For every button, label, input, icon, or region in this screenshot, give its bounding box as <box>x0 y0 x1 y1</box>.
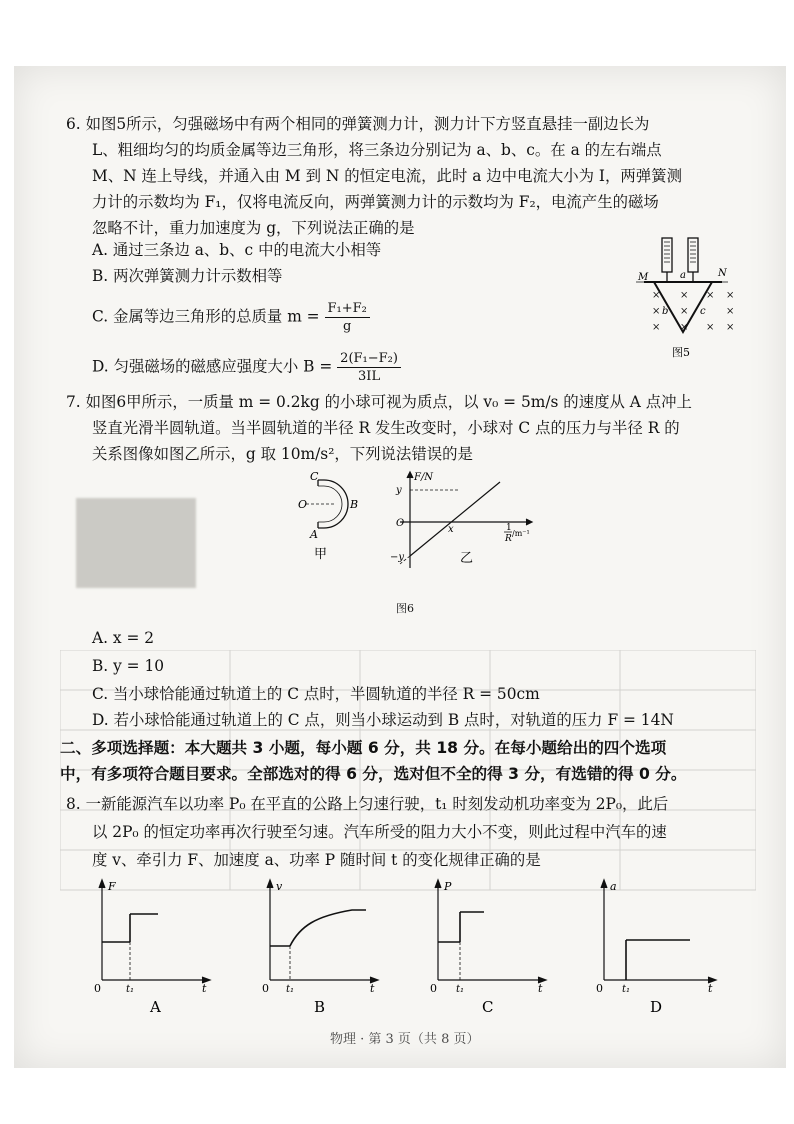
q6-line-3: M、N 连上导线，并通入由 M 到 N 的恒定电流，此时 a 边中电流大小为 I，两弹簧测 <box>92 167 682 185</box>
graph-a <box>88 876 214 1016</box>
q7-line-1: 7. 如图6甲所示，一质量 m = 0.2kg 的小球可视为质点，以 v₀ = 5m/s 的速度从 A 点冲上 <box>66 393 692 411</box>
graph-a-t1: t₁ <box>126 984 135 995</box>
section-2-line-2: 中，有多项符合题目要求。全部选对的得 6 分，选对但不全的得 3 分，有选错的得 0 分。 <box>60 765 687 783</box>
graph-b-label: B <box>314 998 326 1016</box>
graph-c-origin: 0 <box>430 982 437 995</box>
svg-text:×: × <box>706 322 715 333</box>
q6-option-c-prefix: C. 金属等边三角形的总质量 m = <box>92 307 320 326</box>
q7-option-c: C. 当小球恰能通过轨道上的 C 点时，半圆轨道的半径 R = 50cm <box>92 685 540 703</box>
graph-d-label: D <box>650 998 663 1016</box>
q6-option-c-fraction <box>325 300 370 335</box>
q6-line-4: 力计的示数均为 F₁，仅将电流反向，两弹簧测力计的示数均为 F₂，电流产生的磁场 <box>92 193 659 211</box>
q7-line-3: 关系图像如图乙所示，g 取 10m/s²，下列说法错误的是 <box>92 445 473 463</box>
q8-line-2: 以 2P₀ 的恒定功率再次行驶至匀速。汽车所受的阻力大小不变，则此过程中汽车的速 <box>92 823 667 841</box>
graph-a-y-label: F <box>108 880 116 893</box>
q6-option-b: B. 两次弹簧测力计示数相等 <box>92 267 283 285</box>
q7-option-a: A. x = 2 <box>92 629 155 647</box>
graph-d-t1: t₁ <box>622 984 631 995</box>
label-f-axis: F/N <box>414 472 434 483</box>
spring-scale-left <box>662 238 672 272</box>
label-r-axis-unit: /m⁻¹ <box>512 529 530 538</box>
q6-option-d-prefix: D. 匀强磁场的磁感应强度大小 B = <box>92 357 333 376</box>
q6-option-d-denominator: 3IL <box>358 369 381 384</box>
label-x: x <box>448 524 454 535</box>
svg-text:×: × <box>680 322 689 333</box>
q6-option-a: A. 通过三条边 a、b、c 中的电流大小相等 <box>92 241 382 259</box>
label-a: a <box>680 270 686 281</box>
label-o: O <box>396 518 405 529</box>
svg-text:×: × <box>680 306 689 317</box>
graph-c-y-label: P <box>444 880 452 893</box>
line-graph <box>410 482 500 556</box>
figure-5 <box>628 232 738 362</box>
q6-option-c <box>92 300 370 335</box>
q6-line-2: L、粗细均匀的均质金属等边三角形，将三条边分别记为 a、b、c。在 a 的左右端点 <box>92 141 662 159</box>
label-m: M <box>638 272 649 283</box>
label-c: C <box>310 470 319 483</box>
svg-text:×: × <box>726 306 735 317</box>
svg-text:×: × <box>680 290 689 301</box>
q6-line-5: 忽略不计，重力加速度为 g，下列说法正确的是 <box>92 219 415 237</box>
graph-d-origin: 0 <box>596 982 603 995</box>
label-neg-y: −y <box>390 552 405 563</box>
graph-b-t1: t₁ <box>286 984 295 995</box>
label-r-axis-den: R <box>505 534 512 544</box>
label-yi: 乙 <box>460 551 474 566</box>
label-c: c <box>700 306 706 317</box>
figure-6-jia <box>296 470 376 580</box>
graph-b-t: t <box>370 982 375 995</box>
q8-line-1: 8. 一新能源汽车以功率 P₀ 在平直的公路上匀速行驶，t₁ 时刻发动机功率变为 2P₀，此后 <box>66 795 669 813</box>
label-r-axis-num: 1 <box>506 523 512 533</box>
figure-6-yi <box>390 468 540 578</box>
graph-c-label: C <box>482 998 494 1016</box>
q6-line-1: 6. 如图5所示，匀强磁场中有两个相同的弹簧测力计，测力计下方竖直悬挂一副边长为 <box>66 115 650 133</box>
graph-a-origin: 0 <box>94 982 101 995</box>
graph-b-origin: 0 <box>262 982 269 995</box>
graph-d-y-label: a <box>610 880 617 893</box>
q7-option-d: D. 若小球恰能通过轨道上的 C 点，则当小球运动到 B 点时，对轨道的压力 F = 14N <box>92 711 674 729</box>
graph-c-t1: t₁ <box>456 984 465 995</box>
graph-d-t: t <box>708 982 713 995</box>
svg-text:×: × <box>726 290 735 301</box>
svg-text:×: × <box>706 290 715 301</box>
graph-d <box>590 876 726 1016</box>
q6-option-d <box>92 350 401 385</box>
svg-text:×: × <box>726 322 735 333</box>
svg-text:×: × <box>652 322 661 333</box>
q7-line-2: 竖直光滑半圆轨道。当半圆轨道的半径 R 发生改变时，小球对 C 点的压力与半径 R 的 <box>92 419 680 437</box>
spring-scale-right <box>688 238 698 272</box>
graph-c <box>424 876 550 1016</box>
label-b: B <box>350 498 359 511</box>
figure-5-caption: 图5 <box>672 346 690 359</box>
q8-line-3: 度 v、牵引力 F、加速度 a、功率 P 随时间 t 的变化规律正确的是 <box>92 851 541 869</box>
faded-photo <box>76 498 196 588</box>
q6-option-c-numerator: F₁+F₂ <box>325 300 370 318</box>
svg-text:×: × <box>652 290 661 301</box>
graph-a-label: A <box>150 998 161 1016</box>
q7-option-b: B. y = 10 <box>92 657 165 675</box>
label-jia: 甲 <box>314 547 328 562</box>
page-footer: 物理 · 第 3 页（共 8 页） <box>330 1032 480 1047</box>
graph-a-t: t <box>202 982 207 995</box>
label-b: b <box>662 306 669 317</box>
graph-c-t: t <box>538 982 543 995</box>
label-y: y <box>396 485 402 496</box>
figure-6-caption: 图6 <box>396 602 414 615</box>
svg-text:×: × <box>652 306 661 317</box>
label-n: N <box>718 268 727 279</box>
q6-option-d-fraction <box>337 350 401 385</box>
label-a: A <box>310 528 318 541</box>
label-o: O <box>298 498 308 511</box>
q6-option-c-denominator: g <box>343 319 352 334</box>
graph-b-y-label: v <box>276 880 283 893</box>
q6-option-d-numerator: 2(F₁−F₂) <box>337 350 401 368</box>
graph-b <box>256 876 382 1016</box>
section-2-line-1: 二、多项选择题：本大题共 3 小题，每小题 6 分，共 18 分。在每小题给出的四个选项 <box>60 739 667 757</box>
